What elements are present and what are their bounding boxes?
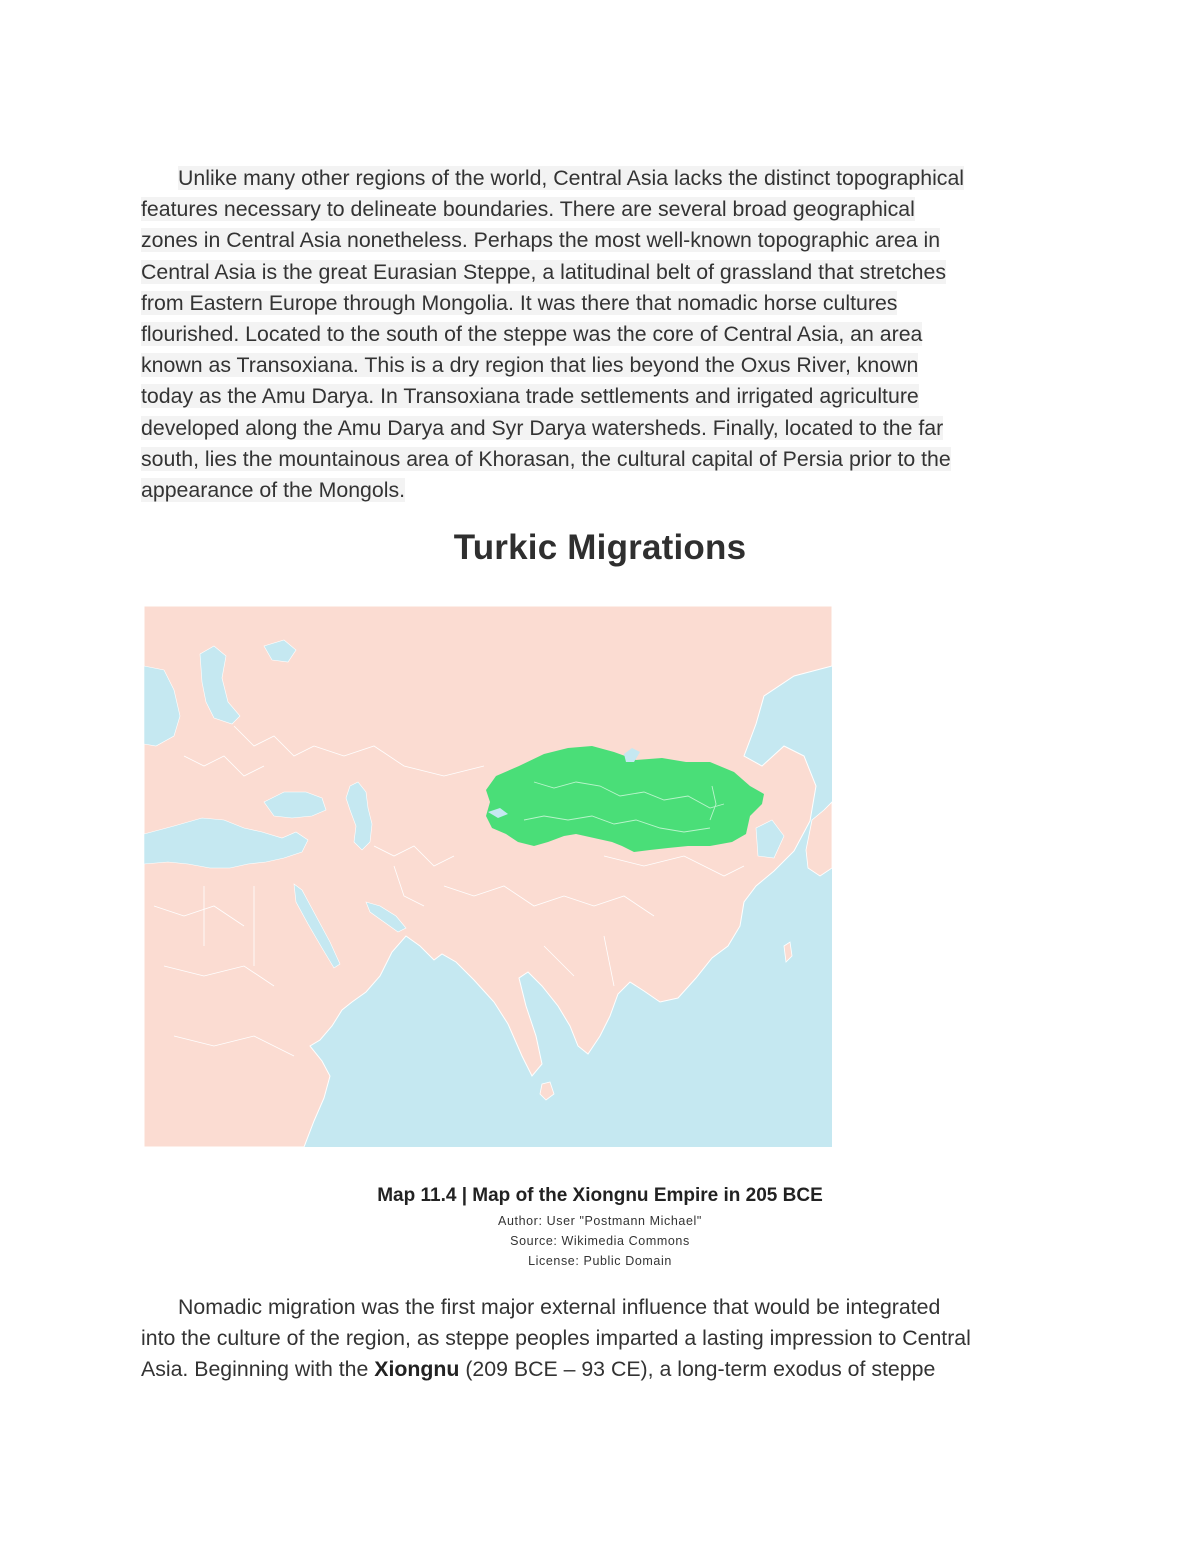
paragraph-line: today as the Amu Darya. In Transoxiana trade settlements and irrigated agriculture [141, 384, 919, 409]
paragraph-line: known as Transoxiana. This is a dry region that lies beyond the Oxus River, known [141, 353, 919, 378]
map-caption-title: Map 11.4 | Map of the Xiongnu Empire in 205 BCE [377, 1185, 823, 1206]
paragraph-line: Unlike many other regions of the world, Central Asia lacks the distinct topographical [178, 166, 965, 190]
paragraph-line: Central Asia is the great Eurasian Steppe, a latitudinal belt of grassland that stretches [141, 259, 947, 284]
paragraph-line: Nomadic migration was the first major external influence that would be integrated [178, 1295, 941, 1319]
paragraph-line: south, lies the mountainous area of Khorasan, the cultural capital of Persia prior to the [141, 446, 951, 471]
paragraph-line: from Eastern Europe through Mongolia. It was there that nomadic horse cultures [141, 290, 898, 315]
paragraph-line: flourished. Located to the south of the steppe was the core of Central Asia, an area [141, 322, 923, 347]
section-heading: Turkic Migrations [453, 528, 747, 567]
map-graphic [144, 606, 832, 1147]
paragraph-line: features necessary to delineate boundaries. There are several broad geographical [141, 197, 915, 222]
intro-paragraph [141, 163, 1076, 506]
xiongnu-empire-map [144, 606, 832, 1147]
map-caption-source: Source: Wikimedia Commons [510, 1234, 690, 1248]
xiongnu-term: Xiongnu [374, 1357, 460, 1382]
migration-paragraph [141, 1292, 1076, 1386]
map-caption-license: License: Public Domain [528, 1254, 672, 1268]
paragraph-line: Asia. Beginning with the Xiongnu (209 BCE – 93 CE), a long-term exodus of steppe [141, 1357, 936, 1382]
paragraph-line: appearance of the Mongols. [141, 478, 406, 503]
paragraph-line: developed along the Amu Darya and Syr Darya watersheds. Finally, located to the far [141, 415, 944, 440]
map-caption-author: Author: User "Postmann Michael" [498, 1214, 702, 1228]
paragraph-line: into the culture of the region, as steppe peoples imparted a lasting impression to Central [141, 1326, 971, 1351]
paragraph-line: zones in Central Asia nonetheless. Perhaps the most well-known topographic area in [141, 228, 941, 253]
